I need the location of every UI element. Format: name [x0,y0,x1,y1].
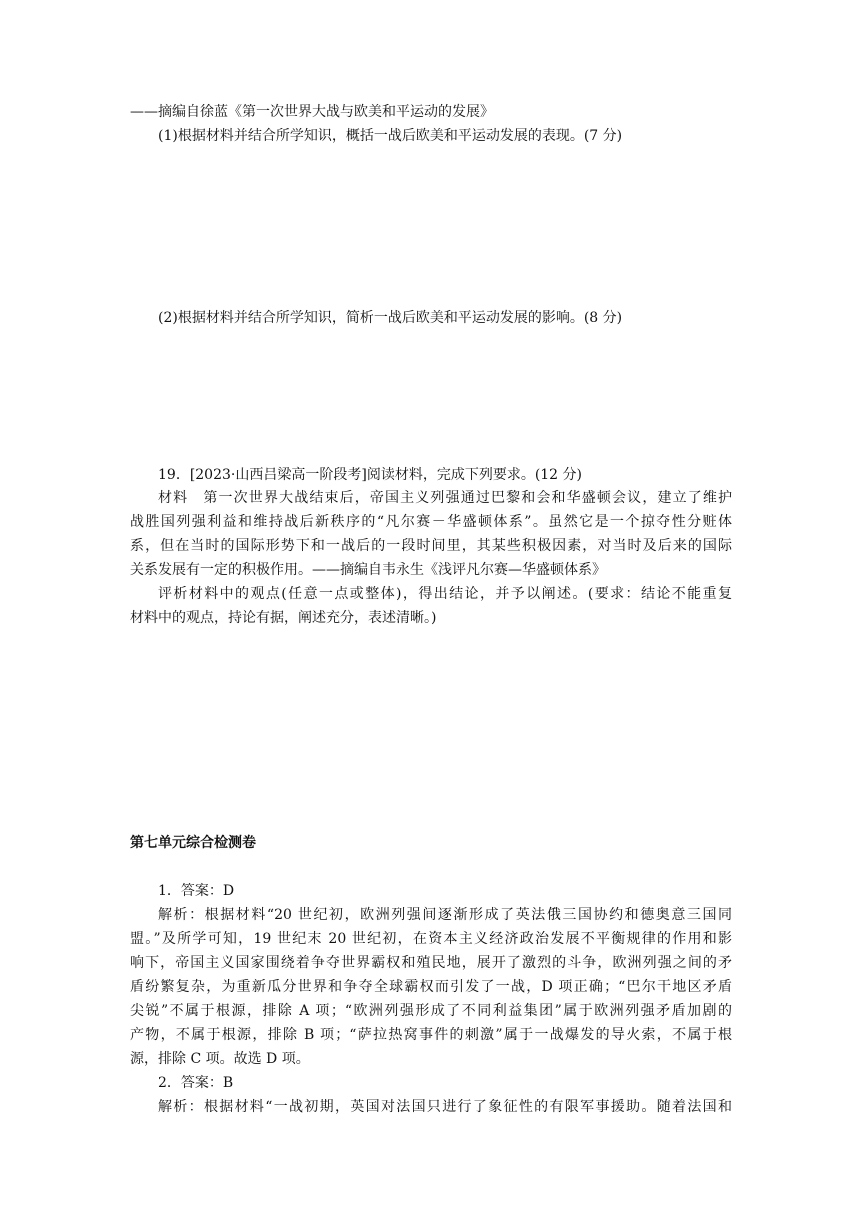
answer-1-line: 解析：根据材料“20 世纪初，欧洲列强间逐渐形成了英法俄三国协约和德奥意三国同 [158,907,732,923]
answer-1-line: 盟。”及所学可知，19 世纪末 20 世纪初，在资本主义经济政治发展不平衡规律的作用和影 [130,931,732,947]
answer-2-label: 2．答案：B [158,1075,234,1091]
q19-task-line: 材料中的观点，持论有据，阐述充分，表述清晰。) [130,610,437,626]
q19-material-line: 材料 第一次世界大战结束后，帝国主义列强通过巴黎和会和华盛顿会议，建立了维护 [158,490,732,506]
answer-1-line: 响下，帝国主义国家围绕着争夺世界霸权和殖民地，展开了激烈的斗争，欧洲列强之间的矛 [130,955,732,971]
answers-title: 第七单元综合检测卷 [130,835,256,851]
q19-material-line: 关系发展有一定的积极作用。——摘编自韦永生《浅评凡尔赛—华盛顿体系》 [130,562,606,578]
answer-1-line: 源，排除 C 项。故选 D 项。 [130,1051,310,1067]
answer-2-line: 解析：根据材料“一战初期，英国对法国只进行了象征性的有限军事援助。随着法国和 [158,1099,732,1115]
q18-part1: (1)根据材料并结合所学知识，概括一战后欧美和平运动发展的表现。(7 分) [158,128,623,144]
answer-1-label: 1．答案：D [158,883,235,899]
q19-header: 19．[2023·山西吕梁高一阶段考]阅读材料，完成下列要求。(12 分) [158,467,583,483]
q19-material-line: 战胜国列强利益和维持战后新秩序的“凡尔赛－华盛顿体系”。虽然它是一个掠夺性分赃体 [130,514,732,530]
q18-source: ——摘编自徐蓝《第一次世界大战与欧美和平运动的发展》 [130,104,494,120]
q18-part2: (2)根据材料并结合所学知识，简析一战后欧美和平运动发展的影响。(8 分) [158,310,623,326]
answer-1-line: 盾纷繁复杂，为重新瓜分世界和争夺全球霸权而引发了一战，D 项正确；“巴尔干地区矛盾 [130,979,732,995]
q19-task-line: 评析材料中的观点(任意一点或整体)，得出结论，并予以阐述。(要求：结论不能重复 [158,586,732,602]
q19-material-line: 系，但在当时的国际形势下和一战后的一段时间里，其某些积极因素，对当时及后来的国际 [130,538,732,554]
answer-1-line: 产物，不属于根源，排除 B 项；“萨拉热窝事件的刺激”属于一战爆发的导火索，不属于根 [130,1027,732,1043]
answer-1-line: 尖锐”不属于根源，排除 A 项；“欧洲列强形成了不同利益集团”属于欧洲列强矛盾加剧的 [130,1003,732,1019]
